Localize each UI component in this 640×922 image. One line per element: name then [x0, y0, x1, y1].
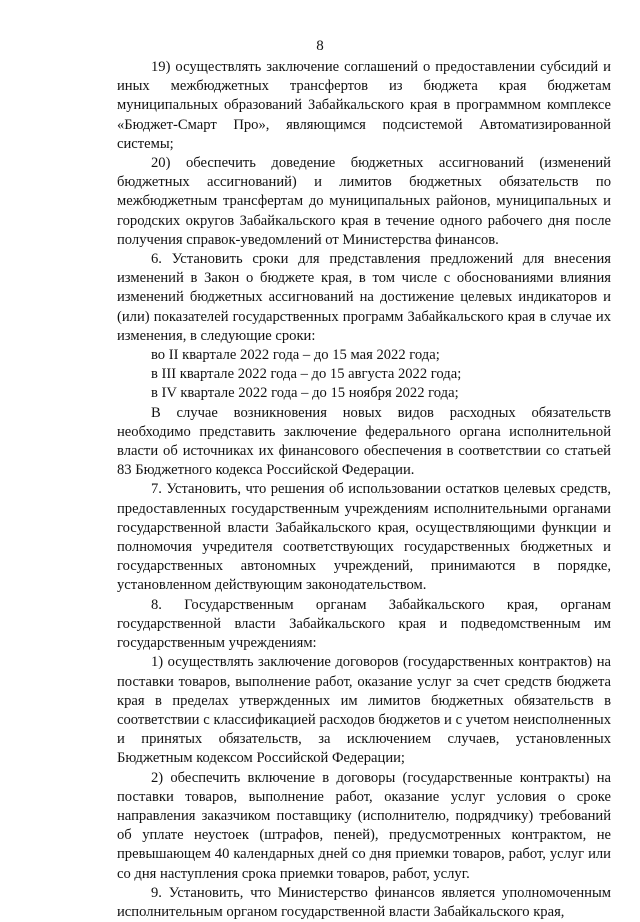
paragraph-section-7: 7. Установить, что решения об использовании остатков целевых средств, предоставленных государственным учреждениям исполнительными органами государственной власти Забайкальского края, осуществляющими функции и полномочия учредителя соответствующих государственных бюджетных и государственных автономных учреждений, принимаются в порядке, установленном действующим законодательством. — [117, 481, 611, 594]
paragraph-item-19: 19) осуществлять заключение соглашений о предоставлении субсидий и иных межбюджетных трансфертов из бюджета края бюджетам муниципальных образований Забайкальского края в программном комплексе «Бюджет-Смарт Про», являющимся подсистемой Автоматизированной системы; — [117, 59, 611, 152]
paragraph-new-obligations: В случае возникновения новых видов расходных обязательств необходимо представить заключение федерального органа исполнительной власти об источниках их финансового обеспечения в соответствии со статьей 83 Бюджетного кодекса Российской Федерации. — [117, 404, 611, 479]
paragraph-item-20: 20) обеспечить доведение бюджетных ассигнований (изменений бюджетных ассигнований) и лимитов бюджетных обязательств по межбюджетным трансфертам до муниципальных районов, муниципальных и городских округов Забайкальского края в течение одного рабочего дня после получения справок-уведомлений от Министерства финансов. — [117, 155, 611, 248]
paragraph-section-6: 6. Установить сроки для представления предложений для внесения изменений в Закон о бюджете края, в том числе с обоснованиями влияния изменений бюджетных ассигнований на достижение целевых индикаторов и (или) показателей государственных программ Забайкальского края в случае их изменения, в следующие сроки: — [117, 251, 611, 344]
paragraph-section-8-item-2: 2) обеспечить включение в договоры (государственные контракты) на поставки товаров, выполнение работ, оказание услуг условия о сроке направления заказчиком поставщику (исполнителю, подрядчику) требований об уплате неустоек (штрафов, пеней), предусмотренных контрактом, не превышающем 40 календарных дней со дня приемки товаров, работ, услуг или со дня наступления срока приемки товаров, работ, услуг. — [117, 769, 611, 882]
page-number: 8 — [316, 38, 324, 54]
deadline-q2: во II квартале 2022 года – до 15 мая 2022 года; — [151, 347, 440, 364]
paragraph-section-8: 8. Государственным органам Забайкальского края, органам государственной власти Забайкальского края и подведомственным им государственным учреждениям: — [117, 596, 611, 652]
paragraph-section-8-item-1: 1) осуществлять заключение договоров (государственных контрактов) на поставки товаров, выполнение работ, оказание услуг за счет средств бюджета края в пределах утвержденных им лимитов бюджетных обязательств в соответствии с классификацией расходов бюджетов и с учетом неисполненных и принятых обязательств, за исключением случаев, установленных Бюджетным кодексом Российской Федерации; — [117, 654, 611, 767]
deadline-q4: в IV квартале 2022 года – до 15 ноября 2022 года; — [151, 385, 459, 402]
deadline-q3: в III квартале 2022 года – до 15 августа 2022 года; — [151, 366, 462, 383]
paragraph-section-9: 9. Установить, что Министерство финансов является уполномоченным исполнительным органом государственной власти Забайкальского края, — [117, 884, 611, 920]
document-body — [117, 58, 611, 922]
